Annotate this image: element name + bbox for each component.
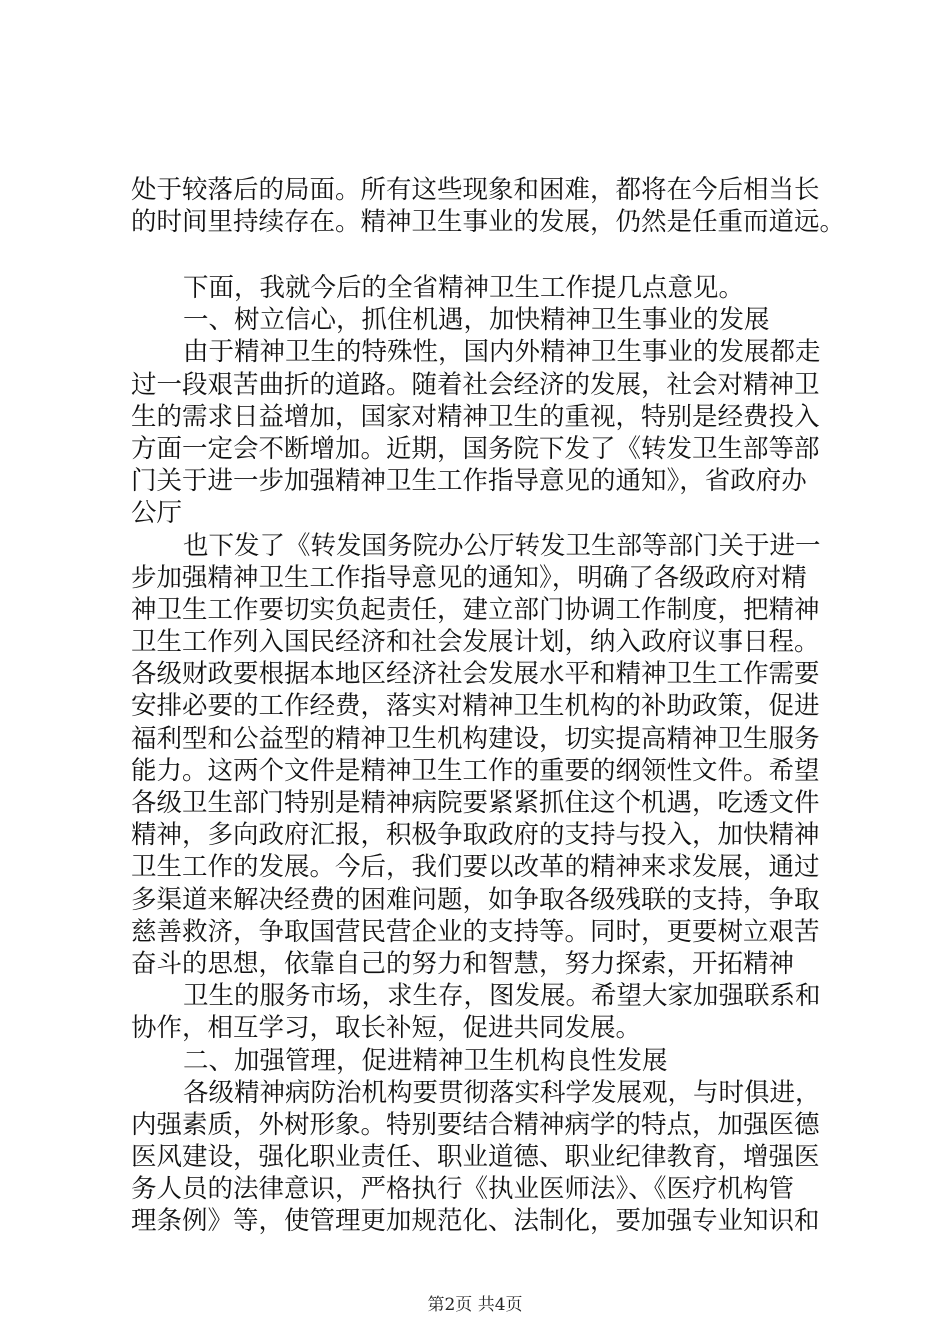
text-line: 公厅 [131,498,183,529]
text-line: 生的需求日益增加，国家对精神卫生的重视，特别是经费投入 [131,401,820,432]
text-line: 也下发了《转发国务院办公厅转发卫生部等部门关于进一 [183,530,821,561]
text-line: 下面，我就今后的全省精神卫生工作提几点意见。 [183,273,745,303]
text-line: 卫生工作列入国民经济和社会发展计划，纳入政府议事日程。 [131,627,820,658]
paragraph-top [131,174,846,238]
text-line: 步加强精神卫生工作指导意见的通知》，明确了各级政府对精 [131,562,807,593]
page-footer: 第2页 共4页 [427,1295,523,1315]
text-line: 医风建设，强化职业责任、职业道德、职业纪律教育，增强医 [131,1142,820,1173]
text-line: 奋斗的思想，依靠自己的努力和智慧，努力探索，开拓精神 [131,948,795,979]
text-line: 由于精神卫生的特殊性，国内外精神卫生事业的发展都走 [183,337,821,368]
text-line: 门关于进一步加强精神卫生工作指导意见的通知》，省政府办 [131,466,807,497]
text-line: 神卫生工作要切实负起责任，建立部门协调工作制度，把精神 [131,594,820,625]
text-line: 各级卫生部门特别是精神病院要紧紧抓住这个机遇，吃透文件 [131,788,820,818]
text-line: 一、树立信心，抓住机遇，加快精神卫生事业的发展 [183,305,770,336]
text-line: 协作，相互学习，取长补短，促进共同发展。 [131,1013,642,1044]
text-line: 处于较落后的局面。所有这些现象和困难，都将在今后相当长 [131,175,820,205]
text-line: 福利型和公益型的精神卫生机构建设，切实提高精神卫生服务 [131,723,820,754]
text-line: 精神，多向政府汇报，积极争取政府的支持与投入，加快精神 [131,820,820,851]
paragraph-main [131,272,831,1238]
text-line: 方面一定会不断增加。近期，国务院下发了《转发卫生部等部 [131,433,820,464]
text-line: 多渠道来解决经费的困难问题，如争取各级残联的支持，争取 [131,884,820,915]
text-line: 的时间里持续存在。精神卫生事业的发展，仍然是任重而道远。 [131,207,846,238]
text-line: 卫生工作的发展。今后，我们要以改革的精神来求发展，通过 [131,852,820,883]
text-line: 过一段艰苦曲折的道路。随着社会经济的发展，社会对精神卫 [131,369,820,400]
text-line: 慈善救济，争取国营民营企业的支持等。同时，更要树立艰苦 [131,916,820,947]
text-line: 各级精神病防治机构要贯彻落实科学发展观，与时俱进， [183,1077,821,1108]
text-line: 各级财政要根据本地区经济社会发展水平和精神卫生工作需要 [131,659,820,690]
text-line: 安排必要的工作经费，落实对精神卫生机构的补助政策，促进 [131,691,820,722]
text-line: 卫生的服务市场，求生存，图发展。希望大家加强联系和 [183,981,821,1012]
text-line: 务人员的法律意识，严格执行《执业医师法》、《医疗机构管 [131,1174,795,1205]
text-line: 理条例》等，使管理更加规范化、法制化，要加强专业知识和 [131,1206,820,1237]
text-line: 能力。这两个文件是精神卫生工作的重要的纲领性文件。希望 [131,755,820,786]
text-line: 二、加强管理，促进精神卫生机构良性发展 [183,1045,668,1076]
text-line: 内强素质，外树形象。特别要结合精神病学的特点，加强医德 [131,1109,820,1140]
